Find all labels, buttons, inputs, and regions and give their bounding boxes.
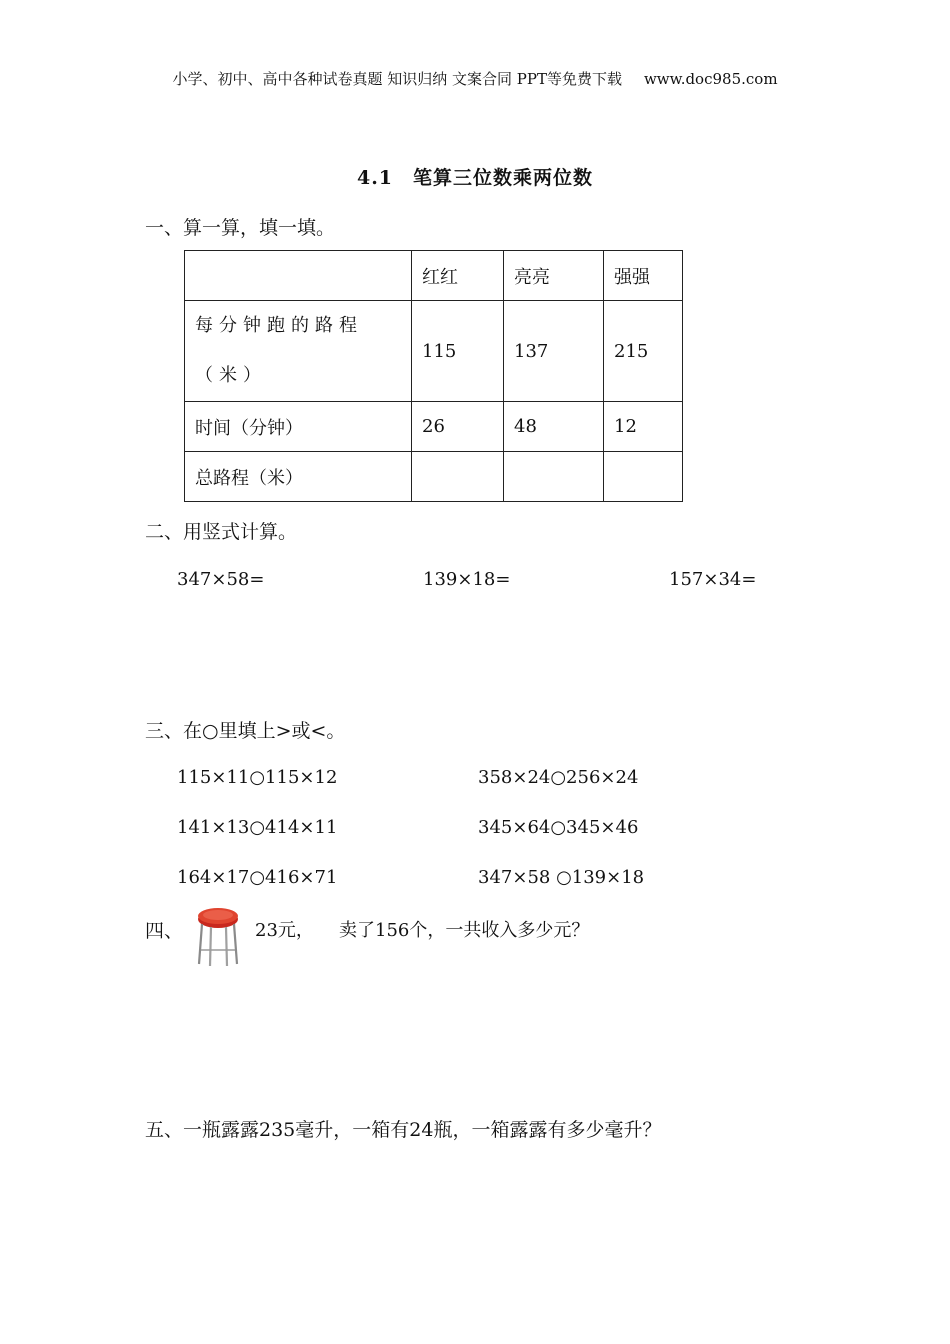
- table-cell: 215: [604, 301, 683, 402]
- table-corner-cell: [185, 251, 412, 301]
- section4-number: 四、: [145, 920, 184, 942]
- compare-item: 347×58 ○139×18: [478, 867, 645, 888]
- table-row: [185, 402, 683, 452]
- row-label-distance-per-minute: 每分钟跑的路程（米）: [195, 315, 363, 386]
- section3-heading: 三、在○里填上>或<。: [145, 720, 346, 742]
- table-header-qiangqiang: 强强: [604, 251, 683, 301]
- section4-question: 卖了156个，一共收入多少元？: [339, 920, 590, 941]
- stool-icon: [196, 906, 240, 968]
- section1-heading: 一、算一算，填一填。: [145, 217, 336, 239]
- section2-heading: 二、用竖式计算。: [145, 521, 298, 543]
- problem-item: 157×34=: [669, 569, 757, 590]
- compare-item: 345×64○345×46: [478, 817, 639, 838]
- page-title: 4.1 笔算三位数乘两位数: [356, 167, 594, 189]
- table-cell: 115: [412, 301, 504, 402]
- answer-cell[interactable]: [504, 452, 604, 502]
- answer-cell[interactable]: [604, 452, 683, 502]
- compare-item: 141×13○414×11: [177, 817, 338, 838]
- header-website: www.doc985.com: [643, 70, 778, 88]
- table-header-row: [185, 251, 683, 301]
- table-cell: 137: [504, 301, 604, 402]
- compare-item: 358×24○256×24: [478, 767, 639, 788]
- answer-cell[interactable]: [412, 452, 504, 502]
- table-row: [185, 452, 683, 502]
- page-header: [0, 68, 950, 89]
- compare-item: 115×11○115×12: [177, 767, 338, 788]
- table-row: [185, 301, 683, 402]
- problem-item: 347×58=: [177, 569, 265, 590]
- compare-item: 164×17○416×71: [177, 867, 338, 888]
- row-label-total-distance: 总路程（米）: [185, 452, 412, 502]
- table-header-liangliang: 亮亮: [504, 251, 604, 301]
- row-label-time: 时间（分钟）: [185, 402, 412, 452]
- running-distance-table: [184, 250, 683, 502]
- stool-price: 23元，: [255, 920, 314, 941]
- header-left-text: 小学、初中、高中各种试卷真题 知识归纳 文案合同 PPT等免费下载: [172, 70, 622, 88]
- problem-item: 139×18=: [423, 569, 511, 590]
- table-cell: 48: [504, 402, 604, 452]
- table-cell: 26: [412, 402, 504, 452]
- table-header-honghong: 红红: [412, 251, 504, 301]
- table-cell: 12: [604, 402, 683, 452]
- section5-question: 五、一瓶露露235毫升，一箱有24瓶，一箱露露有多少毫升？: [145, 1119, 662, 1141]
